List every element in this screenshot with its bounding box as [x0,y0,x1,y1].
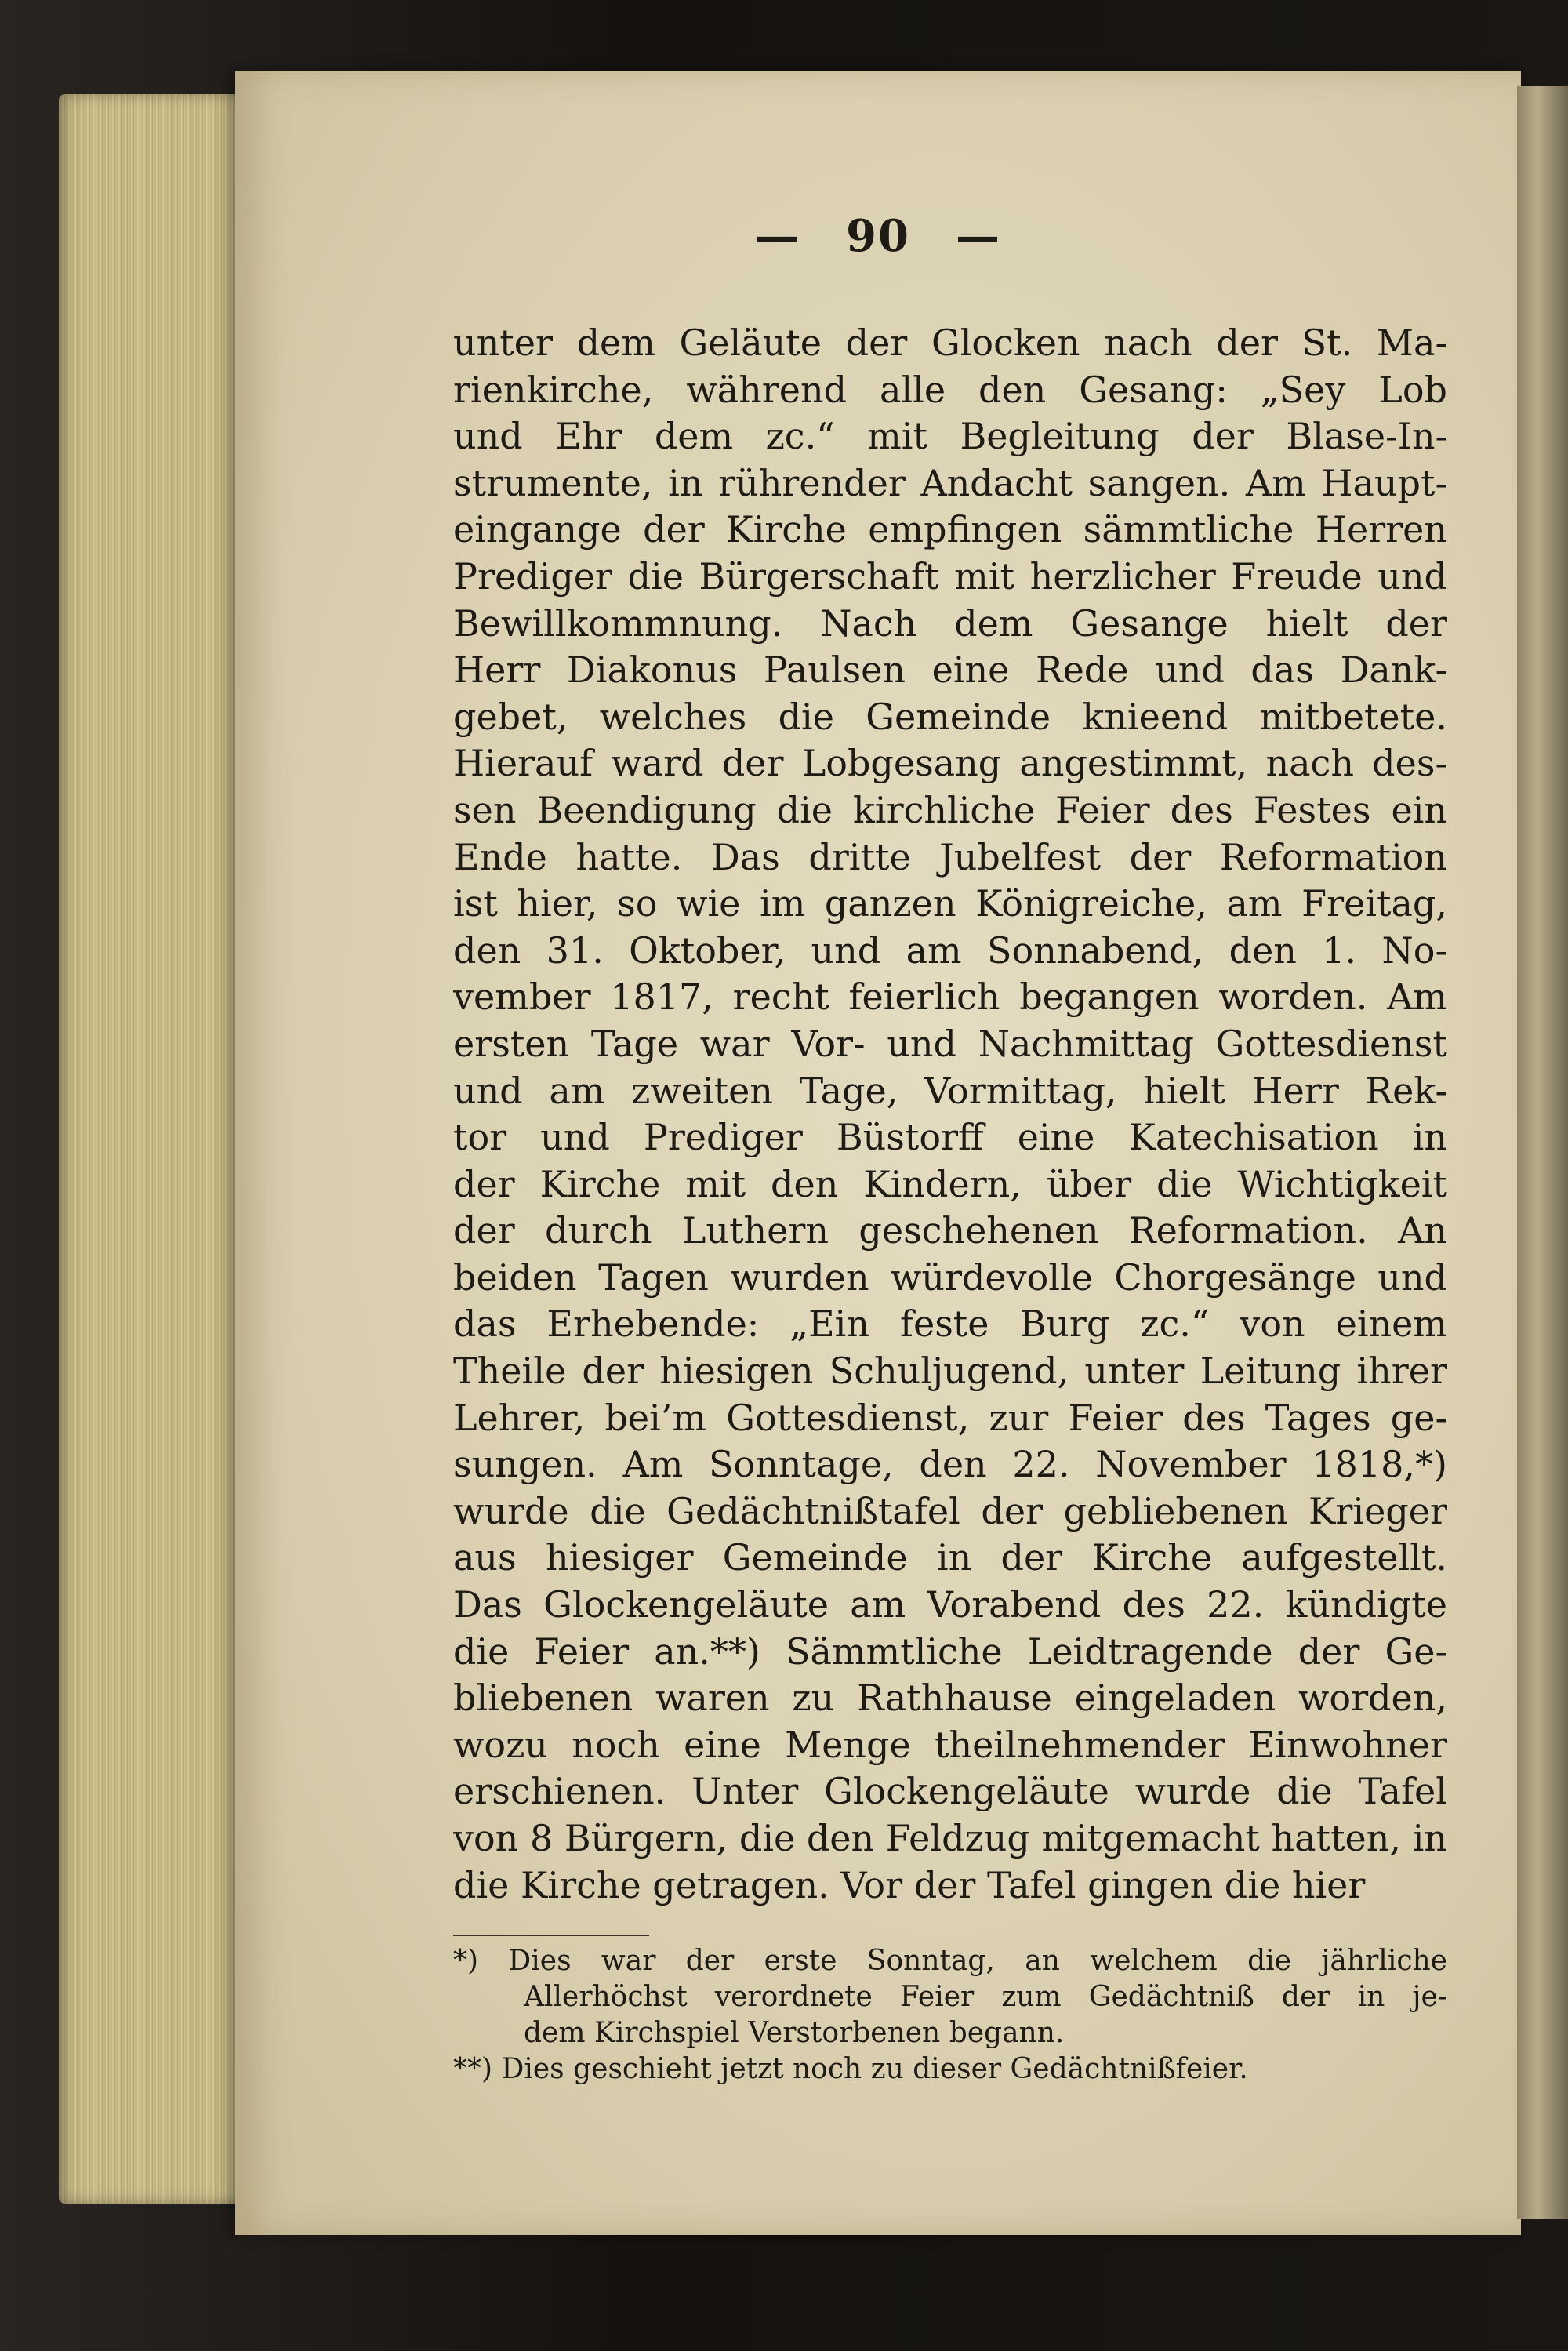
text-line: die Kirche getragen. Vor der Tafel gingen die hier [453,1863,1366,1906]
text-line: wozu noch eine Menge theilnehmender Einwohner [453,1723,1447,1766]
footnotes [453,1943,1447,2088]
text-line: und am zweiten Tage, Vormittag, hielt Herr Rek- [453,1069,1447,1112]
text-line: bliebenen waren zu Rathhause eingeladen worden, [453,1677,1447,1720]
page-number: 90 [846,210,910,262]
footnote-line: dem Kirchspiel Verstorbenen begann. [524,2017,1065,2049]
text-line: Das Glockengeläute am Vorabend des 22. kündigte [453,1583,1447,1626]
text-line: Herr Diakonus Paulsen eine Rede und das Dank- [453,649,1447,692]
footnote-line: **) Dies geschieht jetzt noch zu dieser Gedächtnißfeier. [453,2053,1248,2085]
text-line: erschienen. Unter Glockengeläute wurde die Tafel [453,1770,1447,1813]
text-line: tor und Prediger Büstorff eine Katechisation in [453,1116,1447,1159]
page-header [235,210,1521,262]
text-line: unter dem Geläute der Glocken nach der St. Ma- [453,322,1447,364]
text-line: aus hiesiger Gemeinde in der Kirche aufgestellt. [453,1536,1447,1579]
header-dash-right: — [955,210,1001,262]
text-line: Hierauf ward der Lobgesang angestimmt, nach des- [453,742,1447,785]
text-line: gebet, welches die Gemeinde knieend mitbetete. [453,695,1447,738]
footnote-line: Allerhöchst verordnete Feier zum Gedächtniß der in je- [524,1981,1447,2013]
text-line: sen Beendigung die kirchliche Feier des Festes ein [453,788,1447,831]
text-line: ersten Tage war Vor- und Nachmittag Gottesdienst [453,1022,1447,1065]
footnote-divider [453,1935,649,1936]
text-line: wurde die Gedächtnißtafel der gebliebenen Krieger [453,1489,1447,1532]
text-line: Prediger die Bürgerschaft mit herzlicher Freude und [453,554,1447,598]
text-line: vember 1817, recht feierlich begangen worden. Am [453,976,1447,1019]
text-line: ist hier, so wie im ganzen Königreiche, am Freitag, [453,882,1447,925]
next-page-edge [1517,86,1568,2219]
text-line: den 31. Oktober, und am Sonnabend, den 1. No- [453,928,1447,972]
text-line: die Feier an.**) Sämmtliche Leidtragende der Ge- [453,1630,1447,1673]
text-line: von 8 Bürgern, die den Feldzug mitgemacht hatten, in [453,1817,1447,1859]
header-dash-left: — [755,210,801,262]
text-line: Bewillkommnung. Nach dem Gesange hielt der [453,601,1447,645]
footnote-line: *) Dies war der erste Sonntag, an welchem die jährliche [453,1945,1447,1977]
text-line: das Erhebende: „Ein feste Burg zc.“ von einem [453,1303,1447,1346]
text-line: Lehrer, bei’m Gottesdienst, zur Feier des Tages ge- [453,1396,1447,1439]
text-line: der Kirche mit den Kindern, über die Wichtigkeit [453,1162,1447,1205]
text-line: beiden Tagen wurden würdevolle Chorgesänge und [453,1255,1447,1299]
body-text [453,320,1447,1909]
text-line: strumente, in rührender Andacht sangen. Am Haupt- [453,461,1447,504]
text-line: sungen. Am Sonntage, den 22. November 1818,*) [453,1443,1447,1486]
text-line: Theile der hiesigen Schuljugend, unter Leitung ihrer [453,1350,1447,1393]
text-line: eingange der Kirche empfingen sämmtliche Herren [453,508,1447,551]
text-line: der durch Luthern geschehenen Reformation. An [453,1209,1447,1252]
text-line: Ende hatte. Das dritte Jubelfest der Reformation [453,835,1447,878]
text-line: rienkirche, während alle den Gesang: „Sey Lob [453,368,1447,411]
text-line: und Ehr dem zc.“ mit Begleitung der Blase-In- [453,415,1447,458]
